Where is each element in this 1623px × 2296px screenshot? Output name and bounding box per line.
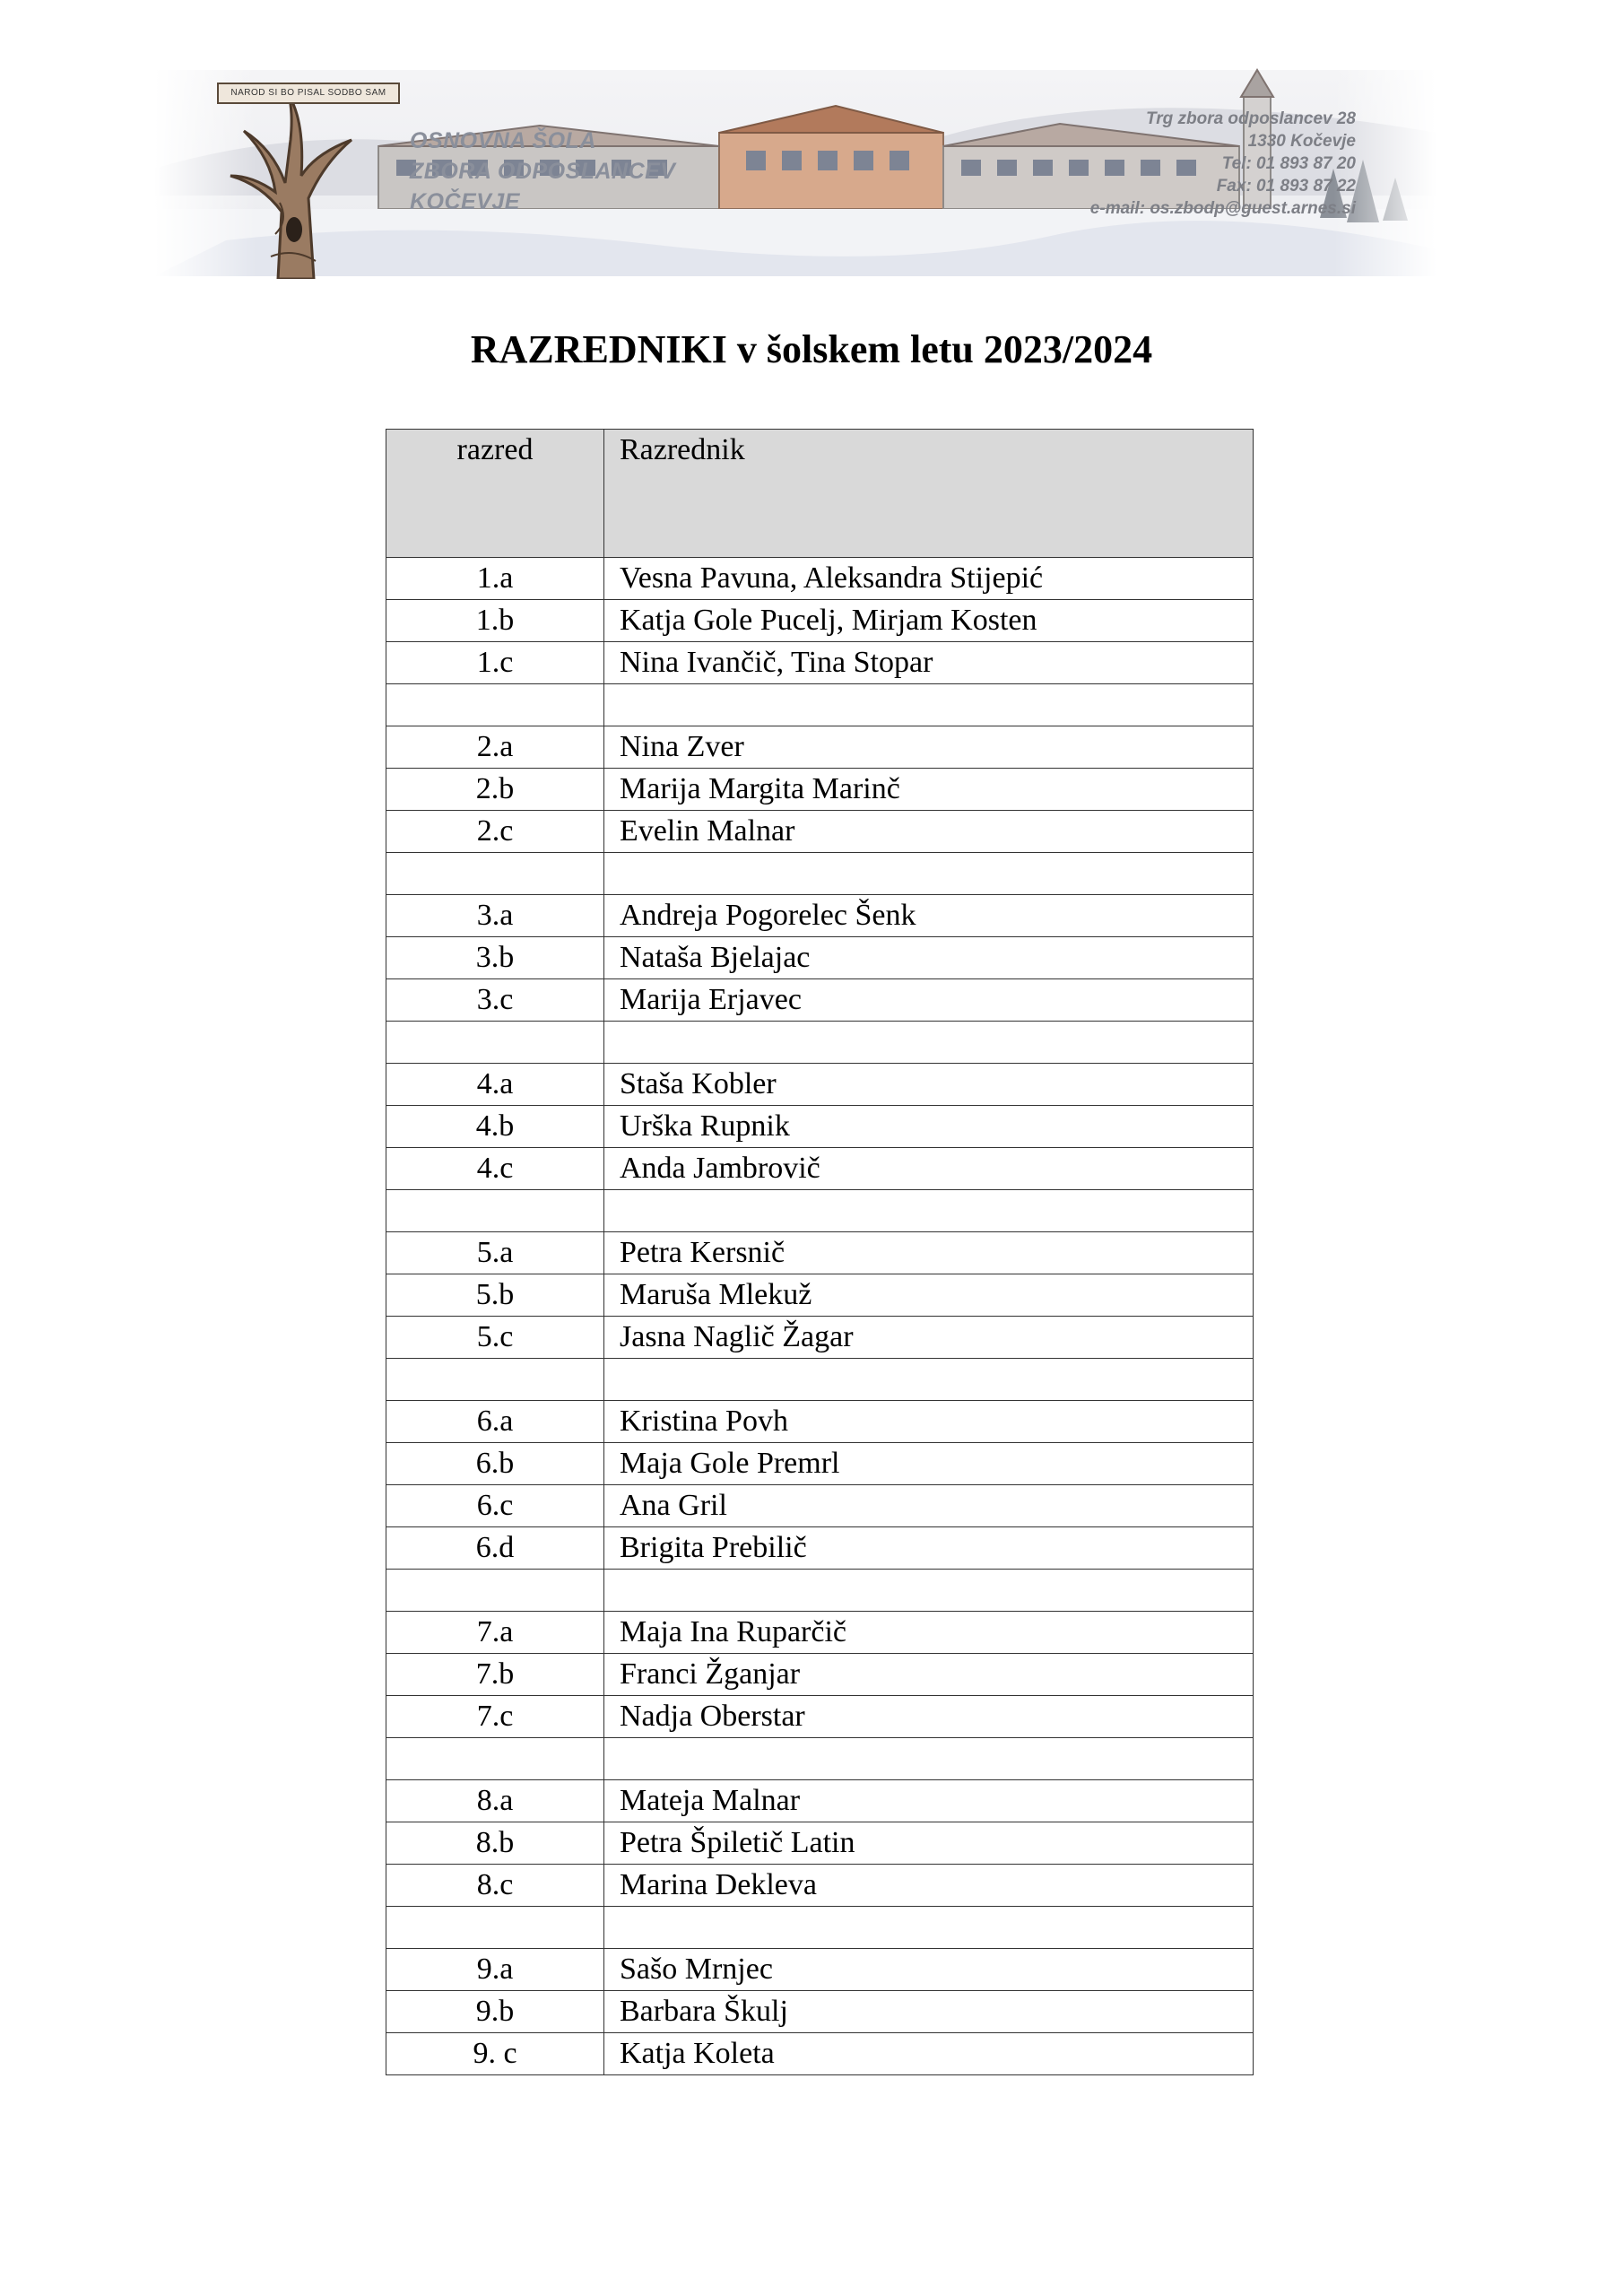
teacher-cell: Petra Špiletič Latin <box>604 1822 1254 1865</box>
table-row-spacer <box>386 1738 1254 1780</box>
table-row <box>386 558 1254 600</box>
table-row <box>386 1654 1254 1696</box>
class-cell: 9. c <box>386 2033 604 2075</box>
teacher-cell: Nina Zver <box>604 726 1254 769</box>
class-cell: 5.c <box>386 1317 604 1359</box>
class-cell: 1.a <box>386 558 604 600</box>
teacher-cell: Evelin Malnar <box>604 811 1254 853</box>
class-cell: 6.c <box>386 1485 604 1527</box>
class-cell <box>386 1738 604 1780</box>
teacher-cell <box>604 853 1254 895</box>
class-cell <box>386 1359 604 1401</box>
table-row <box>386 2033 1254 2075</box>
school-name <box>410 126 751 217</box>
table-row <box>386 1485 1254 1527</box>
class-cell: 1.b <box>386 600 604 642</box>
teacher-cell: Petra Kersnič <box>604 1232 1254 1274</box>
header-teacher: Razrednik <box>604 430 1254 558</box>
teacher-cell: Nataša Bjelajac <box>604 937 1254 979</box>
teacher-cell: Urška Rupnik <box>604 1106 1254 1148</box>
class-cell <box>386 1570 604 1612</box>
teacher-cell <box>604 1022 1254 1064</box>
teacher-cell: Anda Jambrovič <box>604 1148 1254 1190</box>
page-title: RAZREDNIKI v šolskem letu 2023/2024 <box>470 327 1153 371</box>
school-header-banner <box>154 61 1436 283</box>
table-row <box>386 1991 1254 2033</box>
school-name-line-1: OSNOVNA ŠOLA <box>410 128 596 153</box>
table-row <box>386 1443 1254 1485</box>
teacher-cell: Maruša Mlekuž <box>604 1274 1254 1317</box>
class-cell: 7.c <box>386 1696 604 1738</box>
table-row-spacer <box>386 684 1254 726</box>
class-cell <box>386 1907 604 1949</box>
table-row <box>386 1106 1254 1148</box>
class-cell: 8.c <box>386 1865 604 1907</box>
class-cell: 5.a <box>386 1232 604 1274</box>
teacher-cell: Brigita Prebilič <box>604 1527 1254 1570</box>
table-row <box>386 1696 1254 1738</box>
table-row <box>386 1274 1254 1317</box>
contact-address: Trg zbora odposlancev 28 <box>1145 109 1356 128</box>
table-row-spacer <box>386 1570 1254 1612</box>
table-row <box>386 726 1254 769</box>
teacher-cell: Staša Kobler <box>604 1064 1254 1106</box>
class-cell: 7.a <box>386 1612 604 1654</box>
table-row <box>386 895 1254 937</box>
header-class: razred <box>386 430 604 558</box>
class-cell <box>386 1022 604 1064</box>
school-name-line-3: KOČEVJE <box>410 189 520 214</box>
table-row <box>386 1822 1254 1865</box>
teacher-cell: Nina Ivančič, Tina Stopar <box>604 642 1254 684</box>
class-cell <box>386 853 604 895</box>
class-cell: 4.b <box>386 1106 604 1148</box>
teacher-cell: Maja Gole Premrl <box>604 1443 1254 1485</box>
teacher-cell: Vesna Pavuna, Aleksandra Stijepić <box>604 558 1254 600</box>
table-row <box>386 1780 1254 1822</box>
class-cell <box>386 1190 604 1232</box>
class-cell: 4.a <box>386 1064 604 1106</box>
teacher-cell: Barbara Škulj <box>604 1991 1254 2033</box>
logo-sign: NAROD SI BO PISAL SODBO SAM <box>217 83 400 104</box>
teacher-cell <box>604 1907 1254 1949</box>
class-cell: 2.a <box>386 726 604 769</box>
teacher-cell: Mateja Malnar <box>604 1780 1254 1822</box>
teacher-cell: Kristina Povh <box>604 1401 1254 1443</box>
class-cell: 2.b <box>386 769 604 811</box>
table-row <box>386 1317 1254 1359</box>
teacher-cell: Jasna Naglič Žagar <box>604 1317 1254 1359</box>
teacher-cell: Andreja Pogorelec Šenk <box>604 895 1254 937</box>
table-row <box>386 811 1254 853</box>
contact-email: e-mail: os.zbodp@guest.arnes.si <box>1089 199 1356 218</box>
class-cell: 6.b <box>386 1443 604 1485</box>
table-row <box>386 1865 1254 1907</box>
teacher-cell <box>604 1359 1254 1401</box>
class-cell: 3.a <box>386 895 604 937</box>
table-row <box>386 1148 1254 1190</box>
class-cell: 2.c <box>386 811 604 853</box>
teacher-cell: Marija Erjavec <box>604 979 1254 1022</box>
table-row <box>386 979 1254 1022</box>
teacher-cell: Franci Žganjar <box>604 1654 1254 1696</box>
table-row-spacer <box>386 1190 1254 1232</box>
teacher-cell: Katja Koleta <box>604 2033 1254 2075</box>
table-row <box>386 769 1254 811</box>
teacher-cell: Sašo Mrnjec <box>604 1949 1254 1991</box>
teacher-cell: Maja Ina Ruparčič <box>604 1612 1254 1654</box>
table-row <box>386 1232 1254 1274</box>
table-row-spacer <box>386 853 1254 895</box>
class-cell: 3.b <box>386 937 604 979</box>
school-contact <box>979 108 1356 220</box>
class-cell: 9.b <box>386 1991 604 2033</box>
teacher-cell <box>604 1738 1254 1780</box>
teacher-cell: Ana Gril <box>604 1485 1254 1527</box>
table-row-spacer <box>386 1359 1254 1401</box>
teacher-cell: Nadja Oberstar <box>604 1696 1254 1738</box>
class-cell: 3.c <box>386 979 604 1022</box>
teacher-cell <box>604 1570 1254 1612</box>
teacher-cell: Katja Gole Pucelj, Mirjam Kosten <box>604 600 1254 642</box>
teacher-cell <box>604 684 1254 726</box>
class-cell: 7.b <box>386 1654 604 1696</box>
table-row <box>386 1527 1254 1570</box>
contact-city: 1330 Kočevje <box>1247 132 1356 151</box>
table-row-spacer <box>386 1907 1254 1949</box>
class-teachers-table <box>386 429 1254 2075</box>
table-header-row <box>386 430 1254 558</box>
table-row <box>386 600 1254 642</box>
class-cell: 1.c <box>386 642 604 684</box>
class-cell: 8.b <box>386 1822 604 1865</box>
class-cell: 5.b <box>386 1274 604 1317</box>
teacher-cell: Marija Margita Marinč <box>604 769 1254 811</box>
table-row <box>386 1612 1254 1654</box>
teacher-cell <box>604 1190 1254 1232</box>
table-row <box>386 642 1254 684</box>
class-cell: 8.a <box>386 1780 604 1822</box>
class-cell: 4.c <box>386 1148 604 1190</box>
table-row-spacer <box>386 1022 1254 1064</box>
class-cell: 9.a <box>386 1949 604 1991</box>
contact-tel: Tel: 01 893 87 20 <box>1221 154 1356 173</box>
table-row <box>386 1401 1254 1443</box>
table-row <box>386 937 1254 979</box>
class-cell: 6.a <box>386 1401 604 1443</box>
contact-fax: Fax: 01 893 87 22 <box>1216 177 1356 196</box>
school-name-line-2: ZBORA ODPOSLANCEV <box>410 159 676 184</box>
class-cell <box>386 684 604 726</box>
teacher-cell: Marina Dekleva <box>604 1865 1254 1907</box>
table-row <box>386 1064 1254 1106</box>
class-cell: 6.d <box>386 1527 604 1570</box>
table-row <box>386 1949 1254 1991</box>
tree-logo-icon <box>208 77 378 279</box>
